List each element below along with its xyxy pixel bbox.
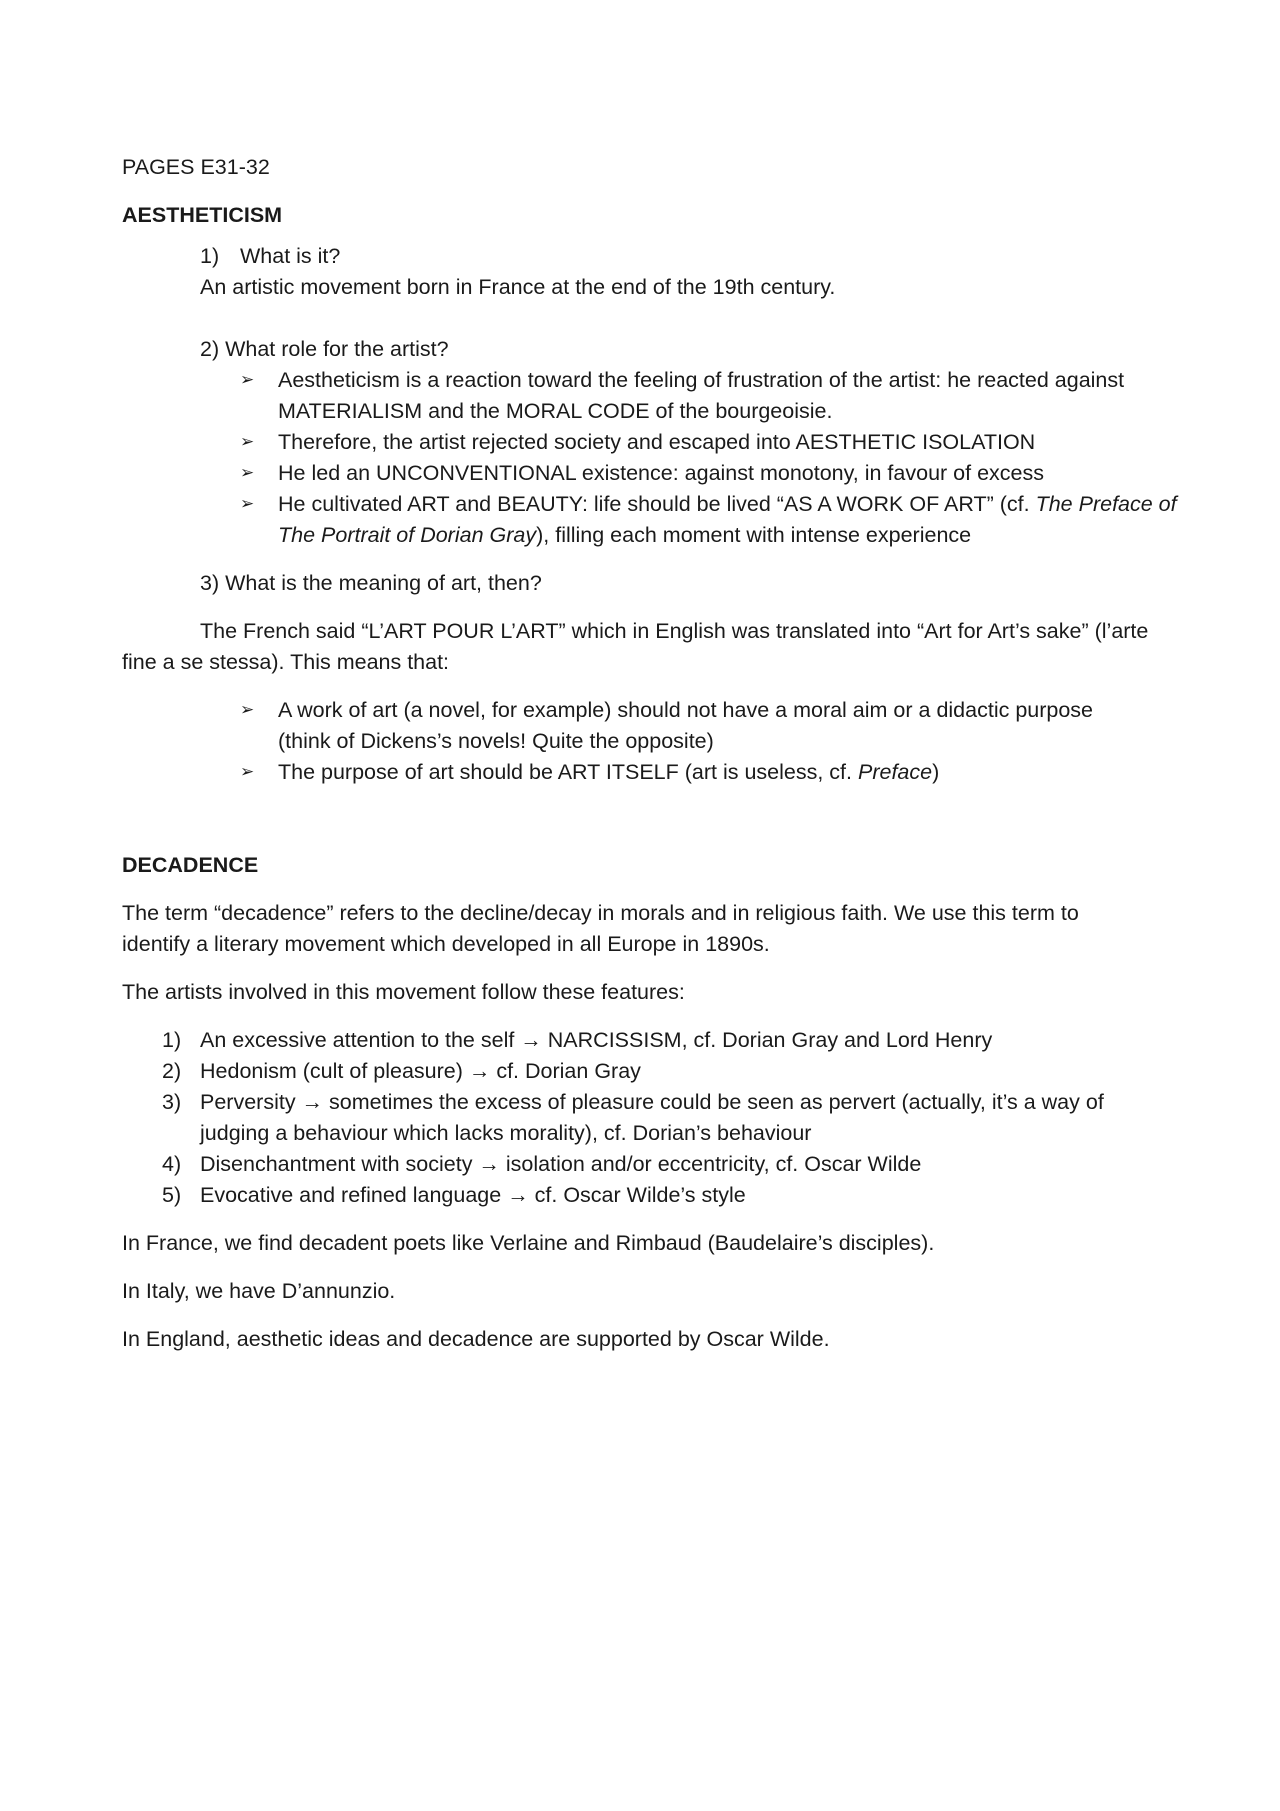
arrow-bullet-icon: ➢ bbox=[240, 463, 255, 483]
list-item-text: Aestheticism is a reaction toward the feeling of frustration of the artist: he reacted against bbox=[278, 368, 1125, 392]
list-item bbox=[162, 1056, 1160, 1087]
list-item-text: judging a behaviour which lacks morality), cf. Dorian’s behaviour bbox=[200, 1121, 812, 1145]
list-item bbox=[162, 1180, 1160, 1211]
list-item bbox=[162, 1087, 1160, 1149]
arrow-bullet-icon: ➢ bbox=[240, 700, 255, 720]
pages-label: PAGES E31-32 bbox=[122, 155, 270, 179]
decadence-heading: DECADENCE bbox=[122, 853, 259, 877]
list-item bbox=[240, 695, 1160, 757]
list-item bbox=[240, 427, 1160, 458]
list-item-text: Perversity → sometimes the excess of pleasure could be seen as pervert (actually, it’s a way of bbox=[200, 1090, 1104, 1114]
aestheticism-heading: AESTHETICISM bbox=[122, 203, 283, 227]
question-1-text: What is it? bbox=[240, 244, 341, 268]
list-number: 2) bbox=[162, 1059, 182, 1083]
list-item-text: An excessive attention to the self → NARCISSISM, cf. Dorian Gray and Lord Henry bbox=[200, 1028, 993, 1052]
list-item bbox=[240, 458, 1160, 489]
list-item-text: A work of art (a novel, for example) should not have a moral aim or a didactic purpose bbox=[278, 698, 1094, 722]
list-item-text: Hedonism (cult of pleasure) → cf. Dorian Gray bbox=[200, 1059, 641, 1083]
list-item-text bbox=[278, 757, 1160, 788]
arrow-bullet-icon: ➢ bbox=[240, 762, 255, 782]
england-paragraph: In England, aesthetic ideas and decadence are supported by Oscar Wilde. bbox=[122, 1327, 830, 1351]
art-pour-art-paragraph-line-2: fine a se stessa). This means that: bbox=[122, 650, 450, 674]
list-item-text bbox=[278, 489, 1177, 520]
features-intro: The artists involved in this movement follow these features: bbox=[122, 980, 685, 1004]
list-item-text: MATERIALISM and the MORAL CODE of the bourgeoisie. bbox=[278, 399, 833, 423]
france-paragraph: In France, we find decadent poets like Verlaine and Rimbaud (Baudelaire’s disciples). bbox=[122, 1231, 935, 1255]
list-item bbox=[240, 757, 1160, 788]
text-run: The purpose of art should be ART ITSELF (art is useless, cf. bbox=[278, 760, 858, 784]
list-item-text: Therefore, the artist rejected society and escaped into AESTHETIC ISOLATION bbox=[278, 430, 1036, 454]
question-1 bbox=[200, 241, 1160, 272]
decadence-paragraph-line-2: identify a literary movement which developed in all Europe in 1890s. bbox=[122, 932, 770, 956]
list-item-text: (think of Dickens’s novels! Quite the opposite) bbox=[278, 729, 714, 753]
artist-role-list bbox=[240, 365, 1177, 551]
list-item bbox=[162, 1025, 1160, 1056]
list-item bbox=[162, 1149, 1160, 1180]
list-number: 3) bbox=[162, 1090, 182, 1114]
list-item-text bbox=[278, 520, 1160, 551]
arrow-bullet-icon: ➢ bbox=[240, 370, 255, 390]
text-run: He cultivated ART and BEAUTY: life should be lived “AS A WORK OF ART” (cf. bbox=[278, 492, 1036, 516]
italic-title: The Preface of bbox=[1035, 492, 1177, 516]
list-number: 5) bbox=[162, 1183, 182, 1207]
list-number: 4) bbox=[162, 1152, 182, 1176]
italic-title: The Portrait of Dorian Gray bbox=[278, 523, 537, 547]
question-1-number: 1) bbox=[200, 244, 220, 268]
decadence-paragraph-line-1: The term “decadence” refers to the decline/decay in morals and in religious faith. We use this term to bbox=[122, 901, 1079, 925]
italic-title: Preface bbox=[857, 760, 933, 784]
answer-1: An artistic movement born in France at the end of the 19th century. bbox=[200, 275, 836, 299]
list-item-text: He led an UNCONVENTIONAL existence: against monotony, in favour of excess bbox=[278, 461, 1044, 485]
list-number: 1) bbox=[162, 1028, 182, 1052]
text-run: ) bbox=[932, 760, 940, 784]
italy-paragraph: In Italy, we have D’annunzio. bbox=[122, 1279, 396, 1303]
question-2: 2) What role for the artist? bbox=[200, 337, 449, 361]
text-run: ), filling each moment with intense experience bbox=[536, 523, 972, 547]
arrow-bullet-icon: ➢ bbox=[240, 494, 255, 514]
list-item bbox=[240, 489, 1177, 551]
arrow-bullet-icon: ➢ bbox=[240, 432, 255, 452]
meaning-list bbox=[240, 695, 1160, 788]
list-item bbox=[240, 365, 1160, 427]
features-list bbox=[162, 1025, 1160, 1211]
art-pour-art-paragraph-line-1: The French said “L’ART POUR L’ART” which in English was translated into “Art for Art’s sake” (l’arte bbox=[200, 619, 1149, 643]
list-item-text: Evocative and refined language → cf. Oscar Wilde’s style bbox=[200, 1183, 746, 1207]
list-item-text: Disenchantment with society → isolation and/or eccentricity, cf. Oscar Wilde bbox=[200, 1152, 922, 1176]
question-3: 3) What is the meaning of art, then? bbox=[200, 571, 542, 595]
